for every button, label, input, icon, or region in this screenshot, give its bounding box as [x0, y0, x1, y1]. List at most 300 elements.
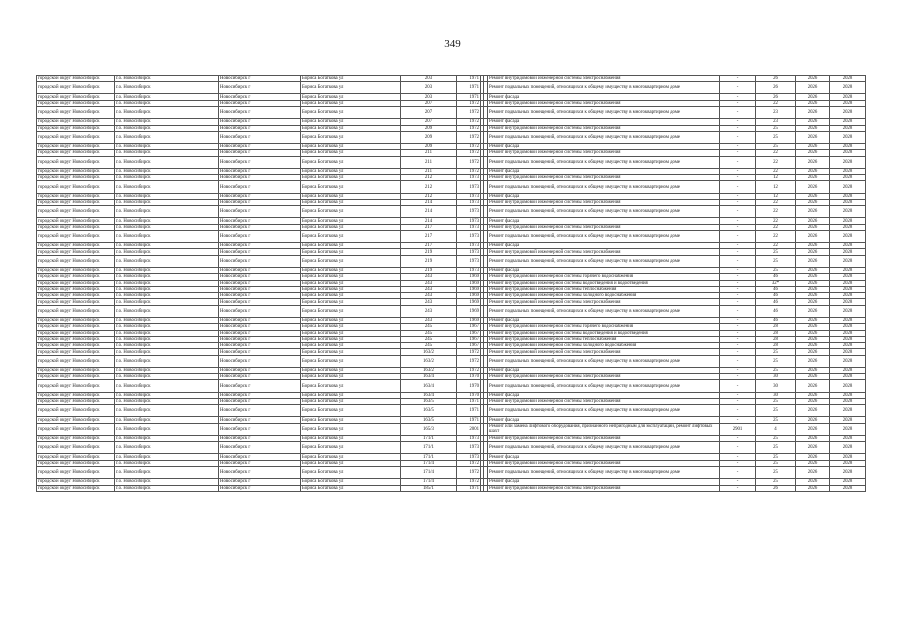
cell-house-number: 163/2 [401, 367, 457, 373]
cell-house-number: 219 [401, 267, 457, 273]
cell-city: Новосибирск г [219, 442, 301, 454]
cell-region: городской округ Новосибирск [37, 286, 115, 292]
cell-value: 25 [756, 398, 796, 404]
cell-region: городской округ Новосибирск [37, 460, 115, 466]
cell-work-type: Ремонт внутридомовой инженерной системы теплоснабжения [488, 286, 720, 292]
cell-build-year: 1973 [457, 249, 481, 255]
cell-region: городской округ Новосибирск [37, 330, 115, 336]
cell-build-year: 1973 [457, 206, 481, 218]
cell-street: Бориса Богаткова ул [301, 181, 401, 193]
cell-work-type: Ремонт фасада [488, 218, 720, 224]
cell-city: Новосибирск г [219, 405, 301, 417]
cell-house-number: 209 [401, 144, 457, 150]
cell-build-year: 1972 [457, 107, 481, 119]
cell-build-year: 1969 [457, 293, 481, 299]
cell-city: Новосибирск г [219, 293, 301, 299]
cell-cost: - [720, 349, 756, 355]
cell-year-end: 2028 [830, 267, 866, 273]
cell-settlement: г.о. Новосибирск [115, 286, 219, 292]
cell-house-number: 209 [401, 131, 457, 143]
cell-street: Бориса Богаткова ул [301, 324, 401, 330]
cell-cost: - [720, 324, 756, 330]
cell-value: 46 [756, 305, 796, 317]
cell-build-year: 1967 [457, 336, 481, 342]
cell-street: Бориса Богаткова ул [301, 175, 401, 181]
cell-year-start: 2026 [796, 168, 830, 174]
cell-year-start: 2026 [796, 299, 830, 305]
cell-work-type: Ремонт подвальных помещений, относящихся к общему имуществу в многоквартирном доме [488, 131, 720, 143]
cell-cost: - [720, 286, 756, 292]
cell-city: Новосибирск г [219, 299, 301, 305]
cell-year-end: 2028 [830, 349, 866, 355]
cell-cost: 2901 [720, 423, 756, 435]
cell-value: 46 [756, 317, 796, 323]
cell-region: городской округ Новосибирск [37, 199, 115, 205]
cell-value: 25 [756, 435, 796, 441]
cell-value: 23 [756, 107, 796, 119]
cell-value: 25 [756, 267, 796, 273]
cell-city: Новосибирск г [219, 398, 301, 404]
cell-city: Новосибирск г [219, 119, 301, 125]
cell-value: 22 [756, 168, 796, 174]
cell-year-start: 2026 [796, 255, 830, 267]
cell-region: городской округ Новосибирск [37, 355, 115, 367]
cell-city: Новосибирск г [219, 343, 301, 349]
cell-region: городской округ Новосибирск [37, 374, 115, 380]
cell-region: городской округ Новосибирск [37, 398, 115, 404]
cell-settlement: г.о. Новосибирск [115, 193, 219, 199]
cell-settlement: г.о. Новосибирск [115, 293, 219, 299]
cell-house-number: 163/5 [401, 405, 457, 417]
cell-build-year: 1972 [457, 349, 481, 355]
cell-value: 25 [756, 454, 796, 460]
cell-settlement: г.о. Новосибирск [115, 100, 219, 106]
cell-year-end: 2028 [830, 324, 866, 330]
cell-settlement: г.о. Новосибирск [115, 76, 219, 82]
cell-build-year: 1973 [457, 435, 481, 441]
cell-settlement: г.о. Новосибирск [115, 243, 219, 249]
cell-cost: - [720, 150, 756, 156]
cell-street: Бориса Богаткова ул [301, 168, 401, 174]
cell-settlement: г.о. Новосибирск [115, 317, 219, 323]
cell-house-number: 171/1 [401, 454, 457, 460]
cell-house-number: 219 [401, 249, 457, 255]
cell-house-number: 243 [401, 317, 457, 323]
cell-cost: - [720, 398, 756, 404]
cell-house-number: 214 [401, 218, 457, 224]
cell-street: Бориса Богаткова ул [301, 156, 401, 168]
cell-street: Бориса Богаткова ул [301, 286, 401, 292]
cell-value: 22 [756, 150, 796, 156]
cell-year-start: 2026 [796, 392, 830, 398]
cell-year-end: 2028 [830, 405, 866, 417]
cell-settlement: г.о. Новосибирск [115, 330, 219, 336]
cell-settlement: г.о. Новосибирск [115, 199, 219, 205]
cell-region: городской округ Новосибирск [37, 435, 115, 441]
cell-city: Новосибирск г [219, 380, 301, 392]
cell-street: Бориса Богаткова ул [301, 82, 401, 94]
cell-work-type: Ремонт внутридомовой инженерной системы электроснабжения [488, 485, 720, 491]
cell-work-type: Ремонт фасада [488, 417, 720, 423]
cell-street: Бориса Богаткова ул [301, 336, 401, 342]
cell-build-year: 1969 [457, 305, 481, 317]
cell-year-end: 2028 [830, 224, 866, 230]
cell-settlement: г.о. Новосибирск [115, 82, 219, 94]
cell-house-number: 163/4 [401, 374, 457, 380]
cell-cost: - [720, 131, 756, 143]
cell-house-number: 165/3 [401, 423, 457, 435]
cell-build-year: 1973 [457, 224, 481, 230]
cell-cost: - [720, 218, 756, 224]
cell-build-year: 1967 [457, 330, 481, 336]
cell-work-type: Ремонт внутридомовой инженерной системы электроснабжения [488, 349, 720, 355]
cell-year-end: 2028 [830, 125, 866, 131]
cell-settlement: г.о. Новосибирск [115, 206, 219, 218]
cell-year-start: 2026 [796, 82, 830, 94]
cell-house-number: 243 [401, 274, 457, 280]
cell-build-year: 1972 [457, 460, 481, 466]
cell-region: городской округ Новосибирск [37, 305, 115, 317]
cell-house-number: 214 [401, 199, 457, 205]
cell-cost: - [720, 380, 756, 392]
cell-value: 25 [756, 479, 796, 485]
cell-build-year: 1972 [457, 479, 481, 485]
cell-street: Бориса Богаткова ул [301, 218, 401, 224]
cell-year-end: 2028 [830, 293, 866, 299]
cell-settlement: г.о. Новосибирск [115, 168, 219, 174]
cell-value: 26 [756, 485, 796, 491]
cell-build-year: 1972 [457, 100, 481, 106]
cell-city: Новосибирск г [219, 230, 301, 242]
cell-street: Бориса Богаткова ул [301, 460, 401, 466]
cell-street: Бориса Богаткова ул [301, 417, 401, 423]
cell-cost: - [720, 330, 756, 336]
cell-year-end: 2028 [830, 392, 866, 398]
cell-year-end: 2028 [830, 280, 866, 286]
cell-region: городской округ Новосибирск [37, 423, 115, 435]
cell-settlement: г.о. Новосибирск [115, 343, 219, 349]
cell-build-year: 2001 [457, 423, 481, 435]
cell-value: 26 [756, 82, 796, 94]
cell-region: городской округ Новосибирск [37, 380, 115, 392]
cell-settlement: г.о. Новосибирск [115, 324, 219, 330]
cell-city: Новосибирск г [219, 324, 301, 330]
cell-street: Бориса Богаткова ул [301, 144, 401, 150]
cell-value: 28 [756, 343, 796, 349]
cell-settlement: г.о. Новосибирск [115, 224, 219, 230]
cell-year-end: 2028 [830, 355, 866, 367]
cell-region: городской округ Новосибирск [37, 175, 115, 181]
cell-house-number: 211 [401, 168, 457, 174]
cell-settlement: г.о. Новосибирск [115, 485, 219, 491]
cell-year-start: 2026 [796, 367, 830, 373]
cell-cost: - [720, 417, 756, 423]
cell-cost: - [720, 317, 756, 323]
cell-work-type: Ремонт фасада [488, 454, 720, 460]
cell-year-start: 2026 [796, 230, 830, 242]
cell-year-end: 2028 [830, 317, 866, 323]
cell-value: 22 [756, 206, 796, 218]
cell-street: Бориса Богаткова ул [301, 131, 401, 143]
cell-work-type: Ремонт внутридомовой инженерной системы теплоснабжения [488, 336, 720, 342]
cell-year-end: 2028 [830, 249, 866, 255]
cell-work-type: Ремонт подвальных помещений, относящихся к общему имуществу в многоквартирном доме [488, 230, 720, 242]
cell-cost: - [720, 193, 756, 199]
cell-city: Новосибирск г [219, 367, 301, 373]
cell-city: Новосибирск г [219, 485, 301, 491]
cell-build-year: 1972 [457, 119, 481, 125]
cell-city: Новосибирск г [219, 76, 301, 82]
cell-year-end: 2028 [830, 454, 866, 460]
cell-settlement: г.о. Новосибирск [115, 454, 219, 460]
cell-year-end: 2028 [830, 380, 866, 392]
cell-year-end: 2028 [830, 367, 866, 373]
cell-house-number: 163/4 [401, 380, 457, 392]
cell-region: городской округ Новосибирск [37, 181, 115, 193]
cell-build-year: 1972 [457, 156, 481, 168]
cell-build-year: 1973 [457, 267, 481, 273]
cell-cost: - [720, 343, 756, 349]
cell-value: 28 [756, 336, 796, 342]
cell-city: Новосибирск г [219, 218, 301, 224]
cell-cost: - [720, 243, 756, 249]
cell-settlement: г.о. Новосибирск [115, 267, 219, 273]
cell-year-start: 2026 [796, 336, 830, 342]
cell-city: Новосибирск г [219, 82, 301, 94]
cell-year-start: 2026 [796, 305, 830, 317]
cell-region: городской округ Новосибирск [37, 417, 115, 423]
table-row [37, 107, 866, 119]
cell-street: Бориса Богаткова ул [301, 467, 401, 479]
cell-house-number: 171/4 [401, 479, 457, 485]
cell-year-end: 2028 [830, 100, 866, 106]
cell-city: Новосибирск г [219, 330, 301, 336]
cell-settlement: г.о. Новосибирск [115, 218, 219, 224]
cell-street: Бориса Богаткова ул [301, 199, 401, 205]
cell-year-end: 2028 [830, 119, 866, 125]
cell-settlement: г.о. Новосибирск [115, 175, 219, 181]
cell-house-number: 171/4 [401, 460, 457, 466]
cell-value: 25 [756, 460, 796, 466]
cell-work-type: Ремонт подвальных помещений, относящихся к общему имуществу в многоквартирном доме [488, 442, 720, 454]
cell-work-type: Ремонт внутридомовой инженерной системы электроснабжения [488, 150, 720, 156]
cell-year-end: 2028 [830, 299, 866, 305]
cell-region: городской округ Новосибирск [37, 274, 115, 280]
cell-value: 25 [756, 125, 796, 131]
cell-settlement: г.о. Новосибирск [115, 405, 219, 417]
cell-settlement: г.о. Новосибирск [115, 336, 219, 342]
cell-region: городской округ Новосибирск [37, 168, 115, 174]
cell-year-end: 2028 [830, 150, 866, 156]
cell-street: Бориса Богаткова ул [301, 249, 401, 255]
cell-region: городской округ Новосибирск [37, 485, 115, 491]
cell-work-type: Ремонт подвальных помещений, относящихся к общему имуществу в многоквартирном доме [488, 206, 720, 218]
cell-build-year: 1972 [457, 125, 481, 131]
cell-house-number: 212 [401, 181, 457, 193]
cell-year-start: 2026 [796, 144, 830, 150]
cell-settlement: г.о. Новосибирск [115, 280, 219, 286]
cell-region: городской округ Новосибирск [37, 336, 115, 342]
cell-region: городской округ Новосибирск [37, 76, 115, 82]
cell-year-end: 2028 [830, 485, 866, 491]
cell-cost: - [720, 199, 756, 205]
cell-build-year: 1972 [457, 168, 481, 174]
cell-build-year: 1973 [457, 175, 481, 181]
cell-year-start: 2026 [796, 175, 830, 181]
cell-street: Бориса Богаткова ул [301, 442, 401, 454]
cell-region: городской округ Новосибирск [37, 224, 115, 230]
cell-build-year: 1969 [457, 274, 481, 280]
cell-year-end: 2028 [830, 460, 866, 466]
cell-work-type: Ремонт внутридомовой инженерной системы электроснабжения [488, 76, 720, 82]
cell-build-year: 1973 [457, 230, 481, 242]
cell-work-type: Ремонт внутридомовой инженерной системы электроснабжения [488, 125, 720, 131]
cell-value: 25 [756, 442, 796, 454]
cell-city: Новосибирск г [219, 156, 301, 168]
cell-year-start: 2026 [796, 156, 830, 168]
cell-street: Бориса Богаткова ул [301, 374, 401, 380]
cell-value: 22 [756, 218, 796, 224]
table-row [37, 255, 866, 267]
cell-region: городской округ Новосибирск [37, 293, 115, 299]
cell-cost: - [720, 336, 756, 342]
cell-city: Новосибирск г [219, 144, 301, 150]
cell-settlement: г.о. Новосибирск [115, 305, 219, 317]
cell-year-start: 2026 [796, 324, 830, 330]
cell-house-number: 211 [401, 150, 457, 156]
cell-year-start: 2026 [796, 107, 830, 119]
cell-city: Новосибирск г [219, 423, 301, 435]
cell-cost: - [720, 224, 756, 230]
cell-street: Бориса Богаткова ул [301, 100, 401, 106]
cell-value: 28 [756, 330, 796, 336]
cell-house-number: 243 [401, 280, 457, 286]
cell-year-start: 2026 [796, 125, 830, 131]
cell-region: городской округ Новосибирск [37, 479, 115, 485]
cell-work-type: Ремонт внутридомовой инженерной системы электроснабжения [488, 199, 720, 205]
cell-year-end: 2028 [830, 156, 866, 168]
cell-street: Бориса Богаткова ул [301, 76, 401, 82]
cell-city: Новосибирск г [219, 467, 301, 479]
cell-year-end: 2028 [830, 423, 866, 435]
cell-build-year: 1969 [457, 280, 481, 286]
cell-street: Бориса Богаткова ул [301, 380, 401, 392]
cell-settlement: г.о. Новосибирск [115, 417, 219, 423]
cell-year-end: 2028 [830, 175, 866, 181]
cell-value: 4 [756, 423, 796, 435]
cell-cost: - [720, 479, 756, 485]
table-row [37, 82, 866, 94]
cell-cost: - [720, 119, 756, 125]
cell-cost: - [720, 460, 756, 466]
cell-work-type: Ремонт фасада [488, 193, 720, 199]
cell-work-type: Ремонт фасада [488, 267, 720, 273]
cell-cost: - [720, 255, 756, 267]
table-row [37, 380, 866, 392]
cell-region: городской округ Новосибирск [37, 343, 115, 349]
cell-year-start: 2026 [796, 243, 830, 249]
cell-house-number: 207 [401, 107, 457, 119]
cell-cost: - [720, 125, 756, 131]
cell-build-year: 1971 [457, 485, 481, 491]
cell-city: Новосибирск г [219, 454, 301, 460]
cell-year-end: 2028 [830, 343, 866, 349]
table-row [37, 131, 866, 143]
cell-city: Новосибирск г [219, 317, 301, 323]
cell-house-number: 211 [401, 156, 457, 168]
cell-region: городской округ Новосибирск [37, 442, 115, 454]
cell-year-start: 2026 [796, 374, 830, 380]
cell-settlement: г.о. Новосибирск [115, 144, 219, 150]
table-row [37, 206, 866, 218]
cell-year-end: 2028 [830, 336, 866, 342]
cell-street: Бориса Богаткова ул [301, 206, 401, 218]
cell-year-end: 2028 [830, 218, 866, 224]
cell-build-year: 1972 [457, 367, 481, 373]
cell-work-type: Ремонт внутридомовой инженерной системы электроснабжения [488, 460, 720, 466]
cell-year-start: 2026 [796, 150, 830, 156]
cell-value: 30 [756, 380, 796, 392]
table-row [37, 467, 866, 479]
cell-region: городской округ Новосибирск [37, 392, 115, 398]
cell-region: городской округ Новосибирск [37, 218, 115, 224]
cell-house-number: 185/1 [401, 485, 457, 491]
cell-cost: - [720, 107, 756, 119]
cell-street: Бориса Богаткова ул [301, 243, 401, 249]
cell-value: 12 [756, 193, 796, 199]
cell-house-number: 212 [401, 175, 457, 181]
cell-cost: - [720, 94, 756, 100]
cell-build-year: 1969 [457, 286, 481, 292]
cell-build-year: 1967 [457, 324, 481, 330]
cell-build-year: 1973 [457, 454, 481, 460]
cell-cost: - [720, 392, 756, 398]
cell-year-start: 2026 [796, 100, 830, 106]
cell-house-number: 243 [401, 293, 457, 299]
cell-work-type: Ремонт подвальных помещений, относящихся к общему имуществу в многоквартирном доме [488, 107, 720, 119]
cell-region: городской округ Новосибирск [37, 317, 115, 323]
cell-street: Бориса Богаткова ул [301, 193, 401, 199]
cell-work-type: Ремонт подвальных помещений, относящихся к общему имуществу в многоквартирном доме [488, 82, 720, 94]
cell-cost: - [720, 249, 756, 255]
cell-value: 25 [756, 467, 796, 479]
cell-cost: - [720, 293, 756, 299]
cell-work-type: Ремонт подвальных помещений, относящихся к общему имуществу в многоквартирном доме [488, 467, 720, 479]
cell-cost: - [720, 82, 756, 94]
cell-year-end: 2028 [830, 206, 866, 218]
cell-year-start: 2026 [796, 467, 830, 479]
cell-city: Новосибирск г [219, 193, 301, 199]
cell-city: Новосибирск г [219, 249, 301, 255]
cell-city: Новосибирск г [219, 243, 301, 249]
cell-year-end: 2028 [830, 230, 866, 242]
cell-year-start: 2026 [796, 349, 830, 355]
cell-house-number: 219 [401, 255, 457, 267]
cell-work-type: Ремонт подвальных помещений, относящихся к общему имуществу в многоквартирном доме [488, 355, 720, 367]
cell-settlement: г.о. Новосибирск [115, 150, 219, 156]
cell-year-end: 2028 [830, 181, 866, 193]
cell-house-number: 171/1 [401, 435, 457, 441]
cell-work-type: Ремонт внутридомовой инженерной системы холодного водоснабжения [488, 343, 720, 349]
cell-cost: - [720, 100, 756, 106]
cell-cost: - [720, 355, 756, 367]
cell-cost: - [720, 485, 756, 491]
cell-settlement: г.о. Новосибирск [115, 380, 219, 392]
table-row [37, 355, 866, 367]
cell-value: 46 [756, 286, 796, 292]
cell-house-number: 243 [401, 286, 457, 292]
cell-value: 46 [756, 299, 796, 305]
